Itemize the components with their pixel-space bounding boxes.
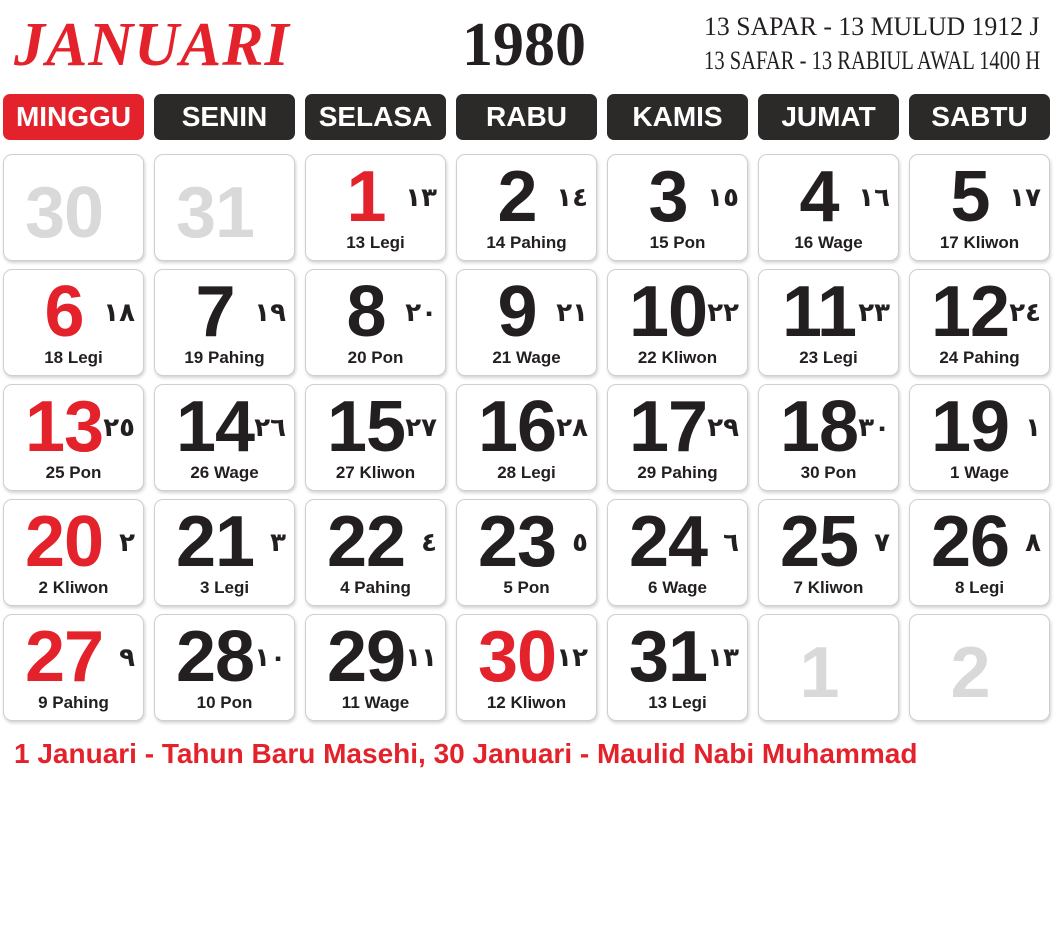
day-cell-outside-month	[154, 154, 295, 261]
day-cell	[758, 384, 899, 491]
hijri-day-number: ٦	[723, 528, 739, 558]
day-number: 5	[950, 157, 990, 237]
hijri-day-number: ٤	[421, 528, 437, 558]
weekday-sabtu: SABTU	[909, 94, 1050, 140]
javanese-day-label: 19 Pahing	[184, 348, 265, 367]
weekday-minggu: MINGGU	[3, 94, 144, 140]
day-number: 27	[24, 617, 104, 697]
day-number: 1	[346, 157, 386, 237]
day-cell	[909, 154, 1050, 261]
weekday-rabu: RABU	[456, 94, 597, 140]
day-number: 25	[779, 502, 859, 582]
hijri-day-number: ١١	[405, 643, 437, 673]
day-cell	[456, 269, 597, 376]
javanese-date-range: 13 SAPAR - 13 MULUD 1912 J	[704, 12, 1040, 41]
day-number: 3	[648, 157, 688, 237]
day-cell	[607, 384, 748, 491]
hijri-day-number: ٢٨	[556, 413, 588, 443]
day-cell	[909, 269, 1050, 376]
hijri-day-number: ٩	[119, 643, 135, 673]
day-number: 2	[950, 633, 990, 713]
weekday-kamis: KAMIS	[607, 94, 748, 140]
day-number: 29	[326, 617, 406, 697]
day-number: 19	[930, 387, 1010, 467]
hijri-date-range: 13 SAFAR - 13 RABIUL AWAL 1400 H	[703, 46, 1040, 75]
javanese-day-label: 1 Wage	[950, 463, 1009, 482]
day-number: 7	[195, 272, 235, 352]
day-cell	[758, 269, 899, 376]
day-cell	[305, 614, 446, 721]
day-number: 6	[44, 272, 84, 352]
day-number: 21	[175, 502, 255, 582]
javanese-day-label: 11 Wage	[341, 693, 410, 712]
day-number: 26	[930, 502, 1010, 582]
javanese-day-label: 25 Pon	[45, 463, 102, 482]
day-cell	[154, 614, 295, 721]
day-cell	[758, 154, 899, 261]
javanese-day-label: 5 Pon	[503, 578, 550, 597]
javanese-day-label: 22 Kliwon	[637, 348, 718, 367]
hijri-day-number: ١	[1025, 413, 1041, 443]
javanese-day-label: 15 Pon	[649, 233, 706, 252]
hijri-day-number: ٢٤	[1009, 298, 1041, 328]
day-number: 18	[779, 387, 859, 467]
javanese-day-label: 4 Pahing	[340, 578, 411, 597]
day-number: 1	[799, 633, 839, 713]
hijri-day-number: ١٩	[254, 298, 286, 328]
day-cell	[758, 499, 899, 606]
day-cell	[909, 384, 1050, 491]
day-cell	[607, 499, 748, 606]
day-cell	[154, 384, 295, 491]
hijri-day-number: ٢	[119, 528, 135, 558]
hijri-day-number: ١٧	[1009, 183, 1041, 213]
hijri-day-number: ١٦	[858, 183, 890, 213]
hijri-day-number: ١٤	[556, 183, 588, 213]
day-number: 20	[24, 502, 104, 582]
javanese-day-label: 28 Legi	[497, 463, 556, 482]
day-cell	[3, 269, 144, 376]
hijri-day-number: ١٣	[707, 643, 739, 673]
javanese-day-label: 8 Legi	[954, 578, 1005, 597]
day-cell	[607, 614, 748, 721]
javanese-day-label: 12 Kliwon	[486, 693, 567, 712]
hijri-day-number: ٥	[572, 528, 588, 558]
year-title: 1980	[462, 11, 586, 79]
day-cell	[3, 499, 144, 606]
day-number: 11	[781, 272, 857, 352]
day-cell	[154, 269, 295, 376]
day-number: 2	[497, 157, 537, 237]
javanese-day-label: 7 Kliwon	[793, 578, 864, 597]
javanese-day-label: 30 Pon	[800, 463, 857, 482]
day-number: 13	[24, 387, 104, 467]
day-number: 28	[175, 617, 255, 697]
day-number: 12	[930, 272, 1010, 352]
day-number: 8	[346, 272, 386, 352]
javanese-day-label: 21 Wage	[492, 348, 561, 367]
weekday-senin: SENIN	[154, 94, 295, 140]
day-cell	[3, 614, 144, 721]
weekday-jumat: JUMAT	[758, 94, 899, 140]
day-number: 14	[175, 387, 255, 467]
day-cell	[305, 154, 446, 261]
javanese-day-label: 18 Legi	[44, 348, 103, 367]
javanese-day-label: 17 Kliwon	[939, 233, 1020, 252]
hijri-day-number: ١٨	[103, 298, 135, 328]
day-cell	[909, 499, 1050, 606]
day-number: 22	[326, 502, 406, 582]
javanese-day-label: 29 Pahing	[637, 463, 718, 482]
day-number: 4	[799, 157, 839, 237]
hijri-day-number: ٣٠	[858, 413, 890, 443]
javanese-day-label: 26 Wage	[190, 463, 259, 482]
javanese-day-label: 2 Kliwon	[38, 578, 109, 597]
javanese-day-label: 20 Pon	[347, 348, 404, 367]
day-number: 30	[477, 617, 557, 697]
hijri-day-number: ٢٦	[254, 413, 286, 443]
javanese-day-label: 23 Legi	[799, 348, 858, 367]
day-number: 31	[628, 617, 708, 697]
javanese-day-label: 14 Pahing	[486, 233, 567, 252]
day-cell-outside-month	[909, 614, 1050, 721]
hijri-day-number: ١٥	[707, 183, 739, 213]
day-number: 17	[628, 387, 708, 467]
day-number: 9	[497, 272, 537, 352]
day-cell	[607, 154, 748, 261]
day-number: 24	[628, 502, 708, 582]
day-cell	[305, 384, 446, 491]
day-number: 16	[477, 387, 557, 467]
day-cell	[456, 384, 597, 491]
day-number: 30	[24, 173, 104, 253]
day-cell-outside-month	[758, 614, 899, 721]
day-number: 15	[326, 387, 406, 467]
weekday-selasa: SELASA	[305, 94, 446, 140]
day-cell	[305, 499, 446, 606]
javanese-day-label: 9 Pahing	[38, 693, 109, 712]
javanese-day-label: 13 Legi	[346, 233, 405, 252]
javanese-day-label: 13 Legi	[648, 693, 707, 712]
javanese-day-label: 3 Legi	[199, 578, 250, 597]
day-cell	[456, 154, 597, 261]
hijri-day-number: ٨	[1025, 528, 1041, 558]
hijri-day-number: ٢٧	[405, 413, 437, 443]
javanese-day-label: 6 Wage	[648, 578, 707, 597]
hijri-day-number: ٢٩	[707, 413, 739, 443]
hijri-day-number: ٢٠	[405, 298, 437, 328]
holiday-note: 1 Januari - Tahun Baru Masehi, 30 Januari - Maulid Nabi Muhammad	[14, 738, 918, 769]
day-number: 31	[175, 173, 255, 253]
javanese-day-label: 10 Pon	[196, 693, 253, 712]
hijri-day-number: ١٠	[254, 643, 286, 673]
day-cell	[154, 499, 295, 606]
day-number: 10	[628, 272, 708, 352]
hijri-day-number: ٧	[874, 528, 890, 558]
hijri-day-number: ٣	[270, 528, 286, 558]
hijri-day-number: ١٢	[556, 643, 588, 673]
javanese-day-label: 27 Kliwon	[335, 463, 416, 482]
month-title: JANUARI	[14, 11, 290, 79]
day-number: 23	[477, 502, 557, 582]
javanese-day-label: 24 Pahing	[939, 348, 1020, 367]
day-cell	[456, 614, 597, 721]
day-cell	[3, 384, 144, 491]
day-cell	[456, 499, 597, 606]
day-cell	[305, 269, 446, 376]
day-cell	[607, 269, 748, 376]
hijri-day-number: ٢٥	[103, 413, 135, 443]
javanese-day-label: 16 Wage	[794, 233, 863, 252]
hijri-day-number: ١٣	[405, 183, 437, 213]
hijri-day-number: ٢٣	[858, 298, 890, 328]
day-cell-outside-month	[3, 154, 144, 261]
hijri-day-number: ٢١	[556, 298, 588, 328]
hijri-day-number: ٢٢	[707, 298, 739, 328]
